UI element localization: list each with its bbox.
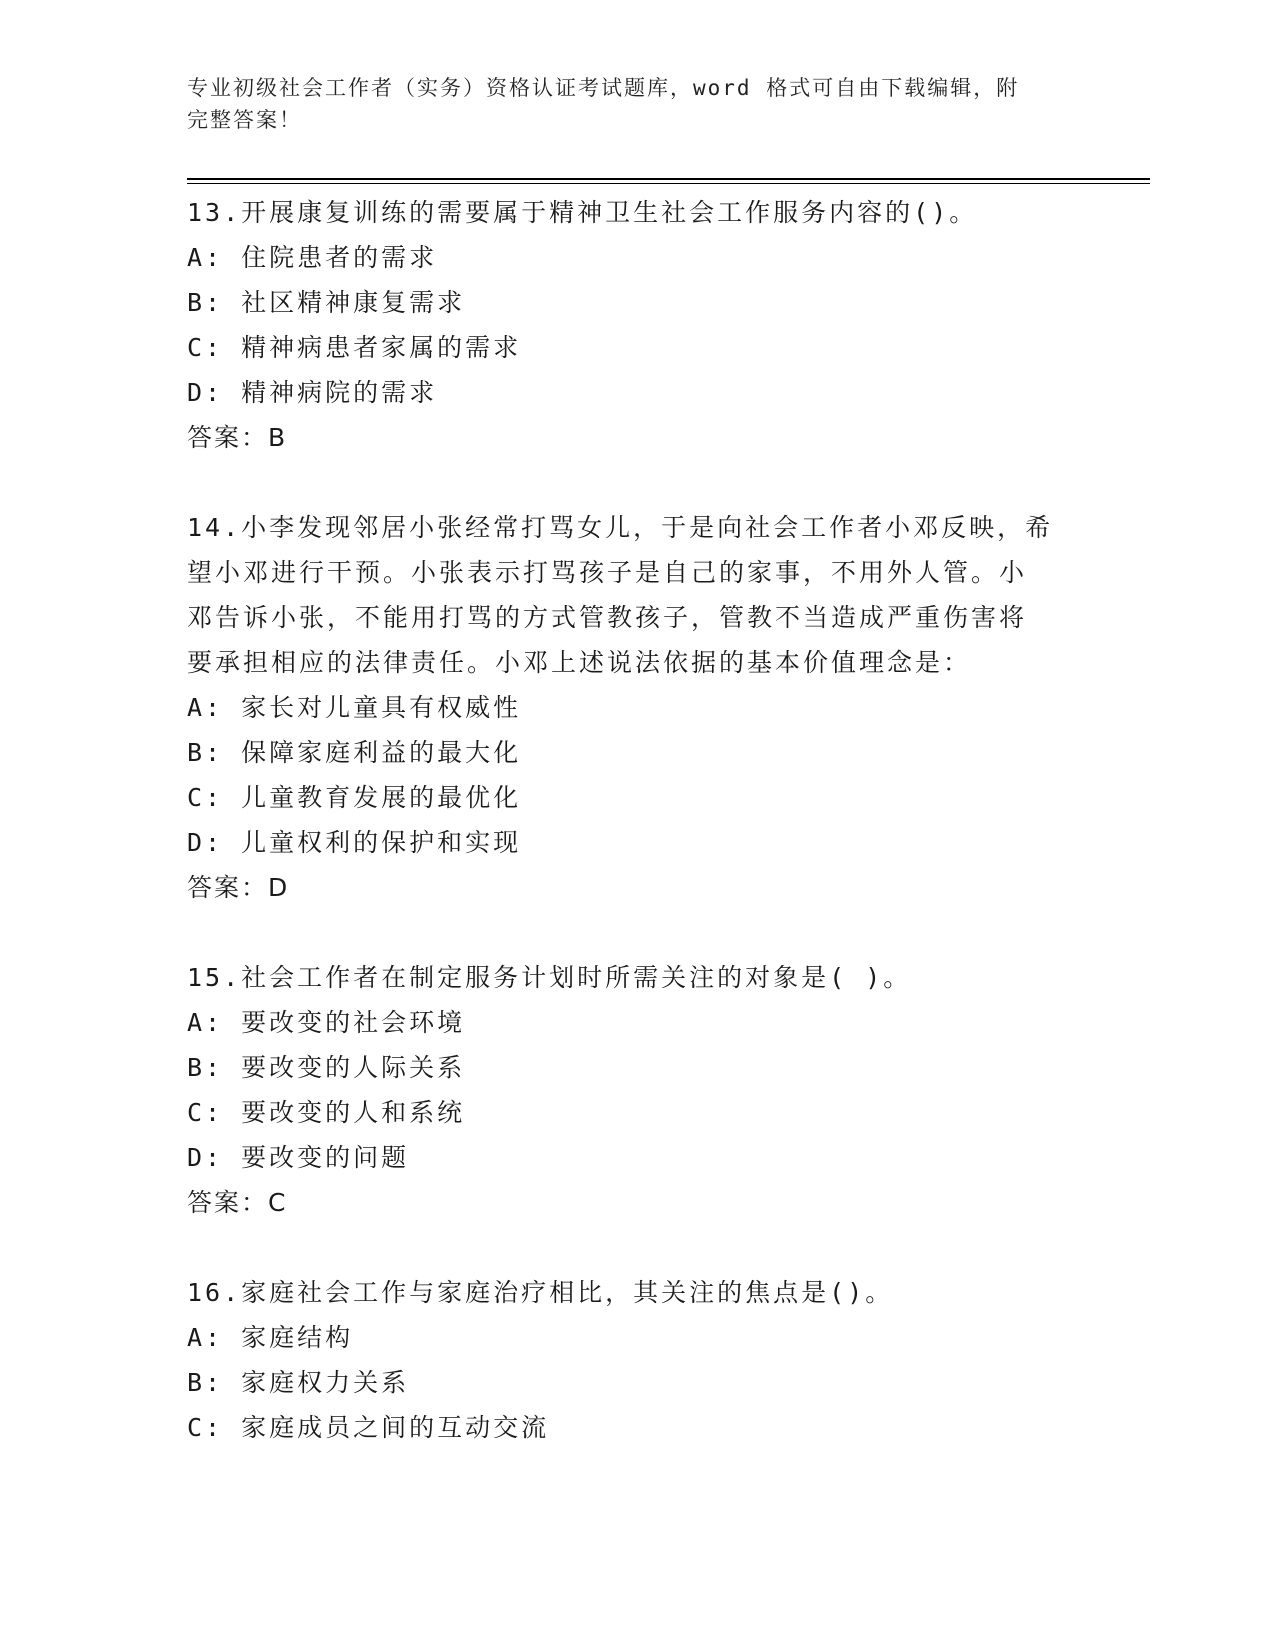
answer: 答案：C [187,1188,288,1217]
option-a: A: 要改变的社会环境 [187,1008,466,1037]
question-list [187,190,1087,1450]
option-d: D: 要改变的问题 [187,1143,410,1172]
answer: 答案：D [187,873,290,902]
answer: 答案：B [187,423,288,452]
question-stem: 16.家庭社会工作与家庭治疗相比，其关注的焦点是()。 [187,1278,894,1307]
option-c: C: 要改变的人和系统 [187,1098,466,1127]
question-stem-line-4: 要承担相应的法律责任。小邓上述说法依据的基本价值理念是： [187,648,972,677]
option-c: C: 精神病患者家属的需求 [187,333,522,362]
question-spacer [187,460,1087,505]
option-b: B: 社区精神康复需求 [187,288,466,317]
option-b: B: 保障家庭利益的最大化 [187,738,522,767]
question-stem-line-3: 邓告诉小张，不能用打骂的方式管教孩子，管教不当造成严重伤害将 [187,603,1028,632]
option-b: B: 家庭权力关系 [187,1368,410,1397]
option-d: D: 精神病院的需求 [187,378,438,407]
header-rule-thick [187,178,1150,180]
question-15 [187,955,1087,1225]
question-14 [187,505,1087,910]
option-a: A: 家庭结构 [187,1323,354,1352]
header-line-1: 专业初级社会工作者（实务）资格认证考试题库，word 格式可自由下载编辑，附 [187,76,1020,100]
question-stem-line-1: 14.小李发现邻居小张经常打骂女儿，于是向社会工作者小邓反映，希 [187,513,1054,542]
question-stem-line-2: 望小邓进行干预。小张表示打骂孩子是自己的家事，不用外人管。小 [187,558,1028,587]
option-c: C: 家庭成员之间的互动交流 [187,1413,550,1442]
document-header [187,72,1067,136]
question-stem: 15.社会工作者在制定服务计划时所需关注的对象是( )。 [187,963,912,992]
header-rule-thin [187,183,1150,184]
question-spacer [187,1225,1087,1270]
header-line-2: 完整答案！ [187,108,302,132]
option-d: D: 儿童权利的保护和实现 [187,828,522,857]
question-stem: 13.开展康复训练的需要属于精神卫生社会工作服务内容的()。 [187,198,978,227]
question-spacer [187,910,1087,955]
option-c: C: 儿童教育发展的最优化 [187,783,522,812]
option-a: A: 住院患者的需求 [187,243,438,272]
option-b: B: 要改变的人际关系 [187,1053,466,1082]
option-a: A: 家长对儿童具有权威性 [187,693,522,722]
question-16 [187,1270,1087,1450]
question-13 [187,190,1087,460]
